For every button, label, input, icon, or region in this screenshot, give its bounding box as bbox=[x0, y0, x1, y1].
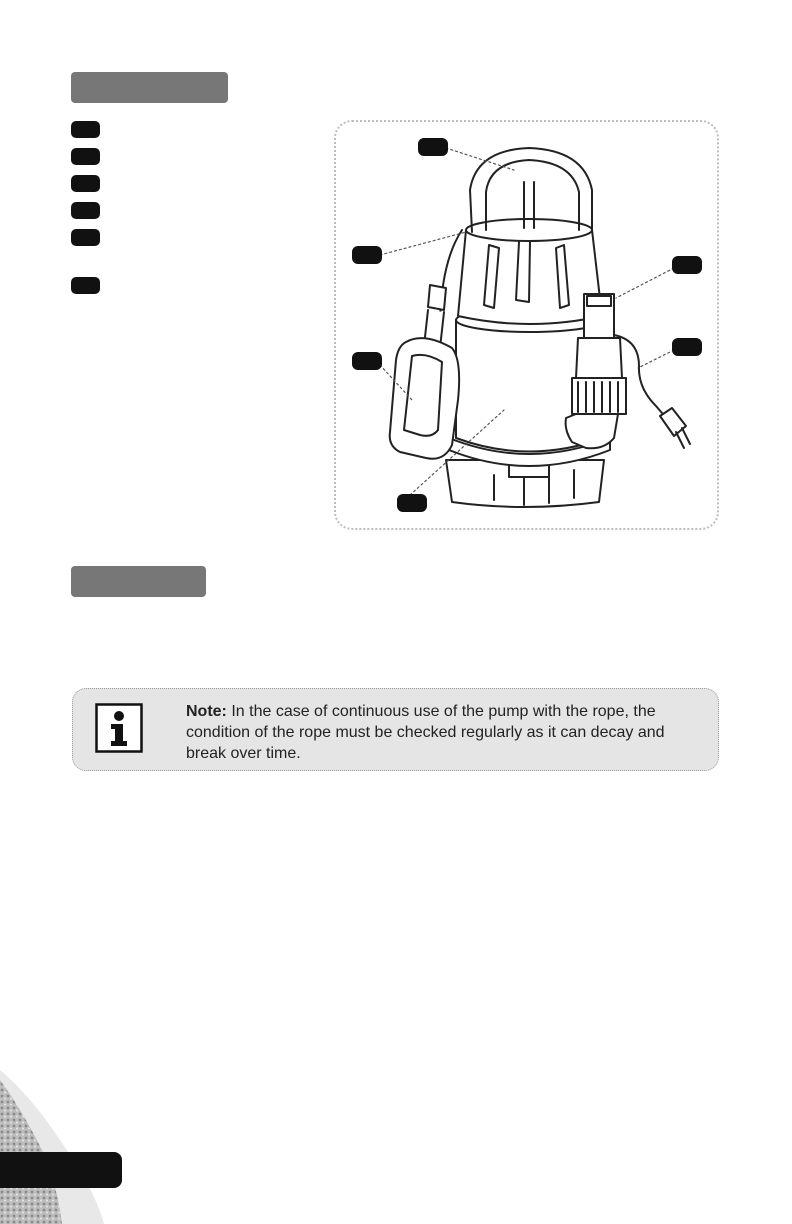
part-number-badge bbox=[71, 277, 100, 294]
part-number-badge bbox=[71, 229, 100, 246]
info-icon bbox=[95, 703, 143, 753]
note-title: Note: bbox=[186, 703, 227, 720]
page-number-tab bbox=[0, 1152, 122, 1188]
part-number-badge bbox=[71, 121, 100, 138]
callout-pump-body bbox=[397, 494, 427, 512]
part-number-badge bbox=[71, 202, 100, 219]
callout-outlet bbox=[672, 256, 702, 274]
callout-power-cord bbox=[672, 338, 702, 356]
section-header-components bbox=[71, 72, 228, 103]
pump-illustration bbox=[334, 120, 719, 530]
note-text bbox=[186, 701, 706, 764]
callout-handle bbox=[418, 138, 448, 156]
part-number-badge bbox=[71, 175, 100, 192]
part-number-badge bbox=[71, 148, 100, 165]
section-header-use bbox=[71, 566, 206, 597]
corner-decoration bbox=[0, 1070, 130, 1224]
callout-float-switch-cable bbox=[352, 246, 382, 264]
note-box bbox=[72, 688, 719, 771]
note-body: In the case of continuous use of the pump with the rope, the condition of the rope must be checked regularly as it can decay and break over time. bbox=[186, 703, 665, 762]
callout-float-switch bbox=[352, 352, 382, 370]
